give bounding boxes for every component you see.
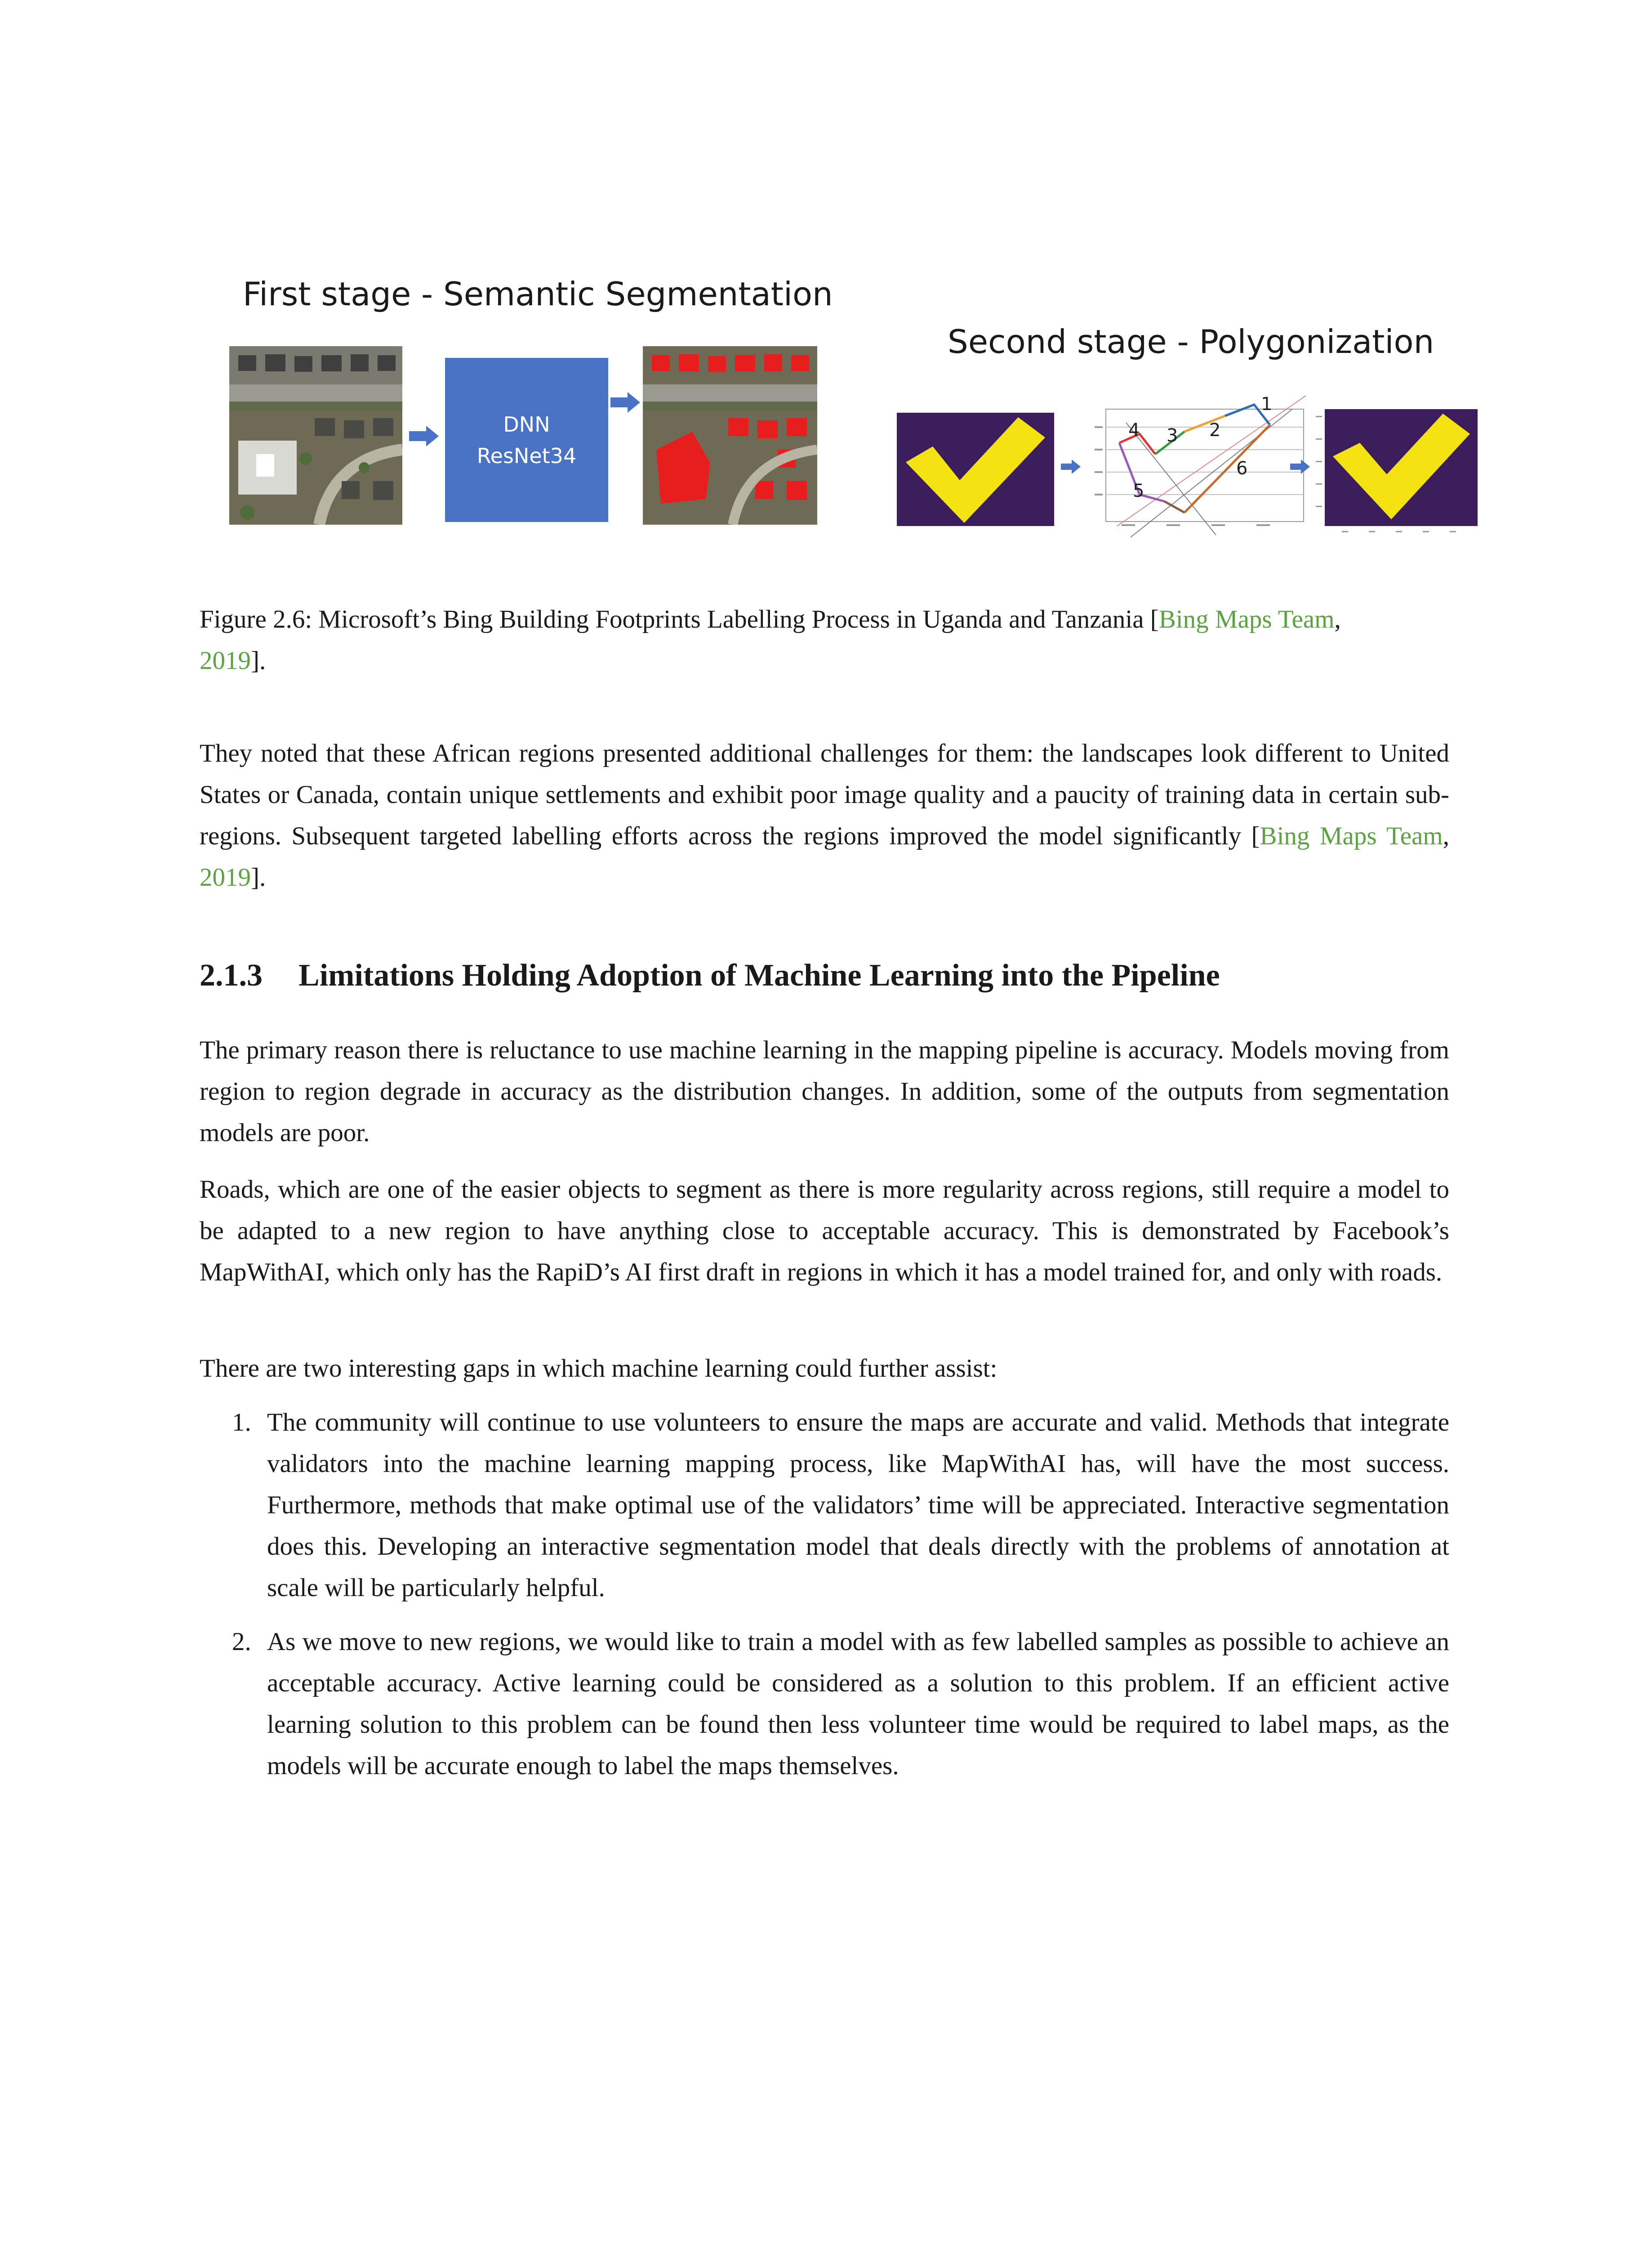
arrow-right-icon bbox=[1290, 459, 1311, 477]
caption-text: Figure 2.6: Microsoft’s Bing Building Footprints Labelling Process in Uganda and Tanzania [ bbox=[200, 605, 1159, 633]
dnn-label: DNN bbox=[503, 412, 550, 437]
caption-citation-author[interactable]: Bing Maps Team bbox=[1158, 605, 1335, 633]
paragraph-text: They noted that these African regions presented additional challenges for them: the landscapes look different to United States or Canada, contain unique settlements and exhibit poor image quality and a paucity of training data in certain sub-regions. Subsequent targeted labelling efforts across the regions improved the model significantly [ bbox=[200, 739, 1449, 850]
numbered-list bbox=[200, 1402, 1449, 1787]
citation-year[interactable]: 2019 bbox=[200, 863, 251, 892]
arrow-right-icon bbox=[409, 425, 440, 450]
list-marker: 2. bbox=[232, 1628, 251, 1656]
stage2-title: Second stage - Polygonization bbox=[948, 323, 1434, 361]
list-item bbox=[200, 1402, 1449, 1609]
resnet-label: ResNet34 bbox=[476, 443, 577, 468]
chart-label-1: 1 bbox=[1261, 394, 1273, 415]
chart-label-2: 2 bbox=[1209, 420, 1221, 441]
dnn-model-box bbox=[445, 358, 608, 522]
paragraph bbox=[200, 733, 1449, 898]
arrow-right-icon bbox=[1061, 459, 1082, 477]
list-item bbox=[200, 1621, 1449, 1787]
binary-mask-image bbox=[897, 413, 1054, 526]
section-number: 2.1.3 bbox=[200, 958, 263, 993]
chart-label-3: 3 bbox=[1167, 425, 1178, 446]
list-item-text: The community will continue to use volunteers to ensure the maps are accurate and valid. Methods that integrate validators into the machine learning mapping process, like MapWithAI has, will have the most success. Furthermore, methods that make optimal use of the validators’ time will be appreciated. Interactive segmentation does this. Developing an interactive segmentation model that deals directly with the problems of annotation at scale will be particularly helpful. bbox=[267, 1408, 1449, 1602]
chart-label-5: 5 bbox=[1133, 481, 1144, 501]
arrow-right-icon bbox=[610, 391, 641, 416]
chart-label-6: 6 bbox=[1236, 458, 1248, 479]
polygonization-chart bbox=[1081, 391, 1315, 540]
citation-author[interactable]: Bing Maps Team bbox=[1260, 822, 1443, 850]
section-heading bbox=[200, 958, 1220, 994]
figure-caption bbox=[200, 599, 1449, 682]
chart-label-4: 4 bbox=[1128, 420, 1140, 441]
list-marker: 1. bbox=[232, 1408, 251, 1436]
caption-citation-year[interactable]: 2019 bbox=[200, 647, 251, 675]
paragraph: The primary reason there is reluctance to use machine learning in the mapping pipeline is accuracy. Models moving from region to region degrade in accuracy as the distribution changes. In addition, some of the outputs from segmentation models are poor. bbox=[200, 1036, 1449, 1147]
stage1-title: First stage - Semantic Segmentation bbox=[243, 275, 833, 313]
caption-separator: , bbox=[1334, 605, 1341, 633]
paragraph: Roads, which are one of the easier objects to segment as there is more regularity across regions, still require a model to be adapted to a new region to have anything close to acceptable accuracy. This is demonstrated by Facebook’s MapWithAI, which only has the RapiD’s AI first draft in regions in which it has a model trained for, and only with roads. bbox=[200, 1175, 1449, 1286]
citation-separator: , bbox=[1443, 822, 1449, 850]
list-item-text: As we move to new regions, we would like to train a model with as few labelled samples as possible to achieve an acceptable accuracy. Active learning could be considered as a solution to this problem. If an efficient active learning solution to this problem can be found then less volunteer time would be required to label maps, as the models will be accurate enough to label the maps themselves. bbox=[267, 1628, 1449, 1780]
segmentation-output-image bbox=[643, 346, 817, 525]
citation-suffix: ]. bbox=[251, 863, 266, 892]
polygon-output-image bbox=[1315, 407, 1481, 535]
aerial-image-input bbox=[229, 346, 402, 525]
caption-suffix: ]. bbox=[251, 647, 266, 675]
section-title: Limitations Holding Adoption of Machine Learning into the Pipeline bbox=[298, 958, 1220, 993]
paragraph: There are two interesting gaps in which machine learning could further assist: bbox=[200, 1354, 997, 1383]
